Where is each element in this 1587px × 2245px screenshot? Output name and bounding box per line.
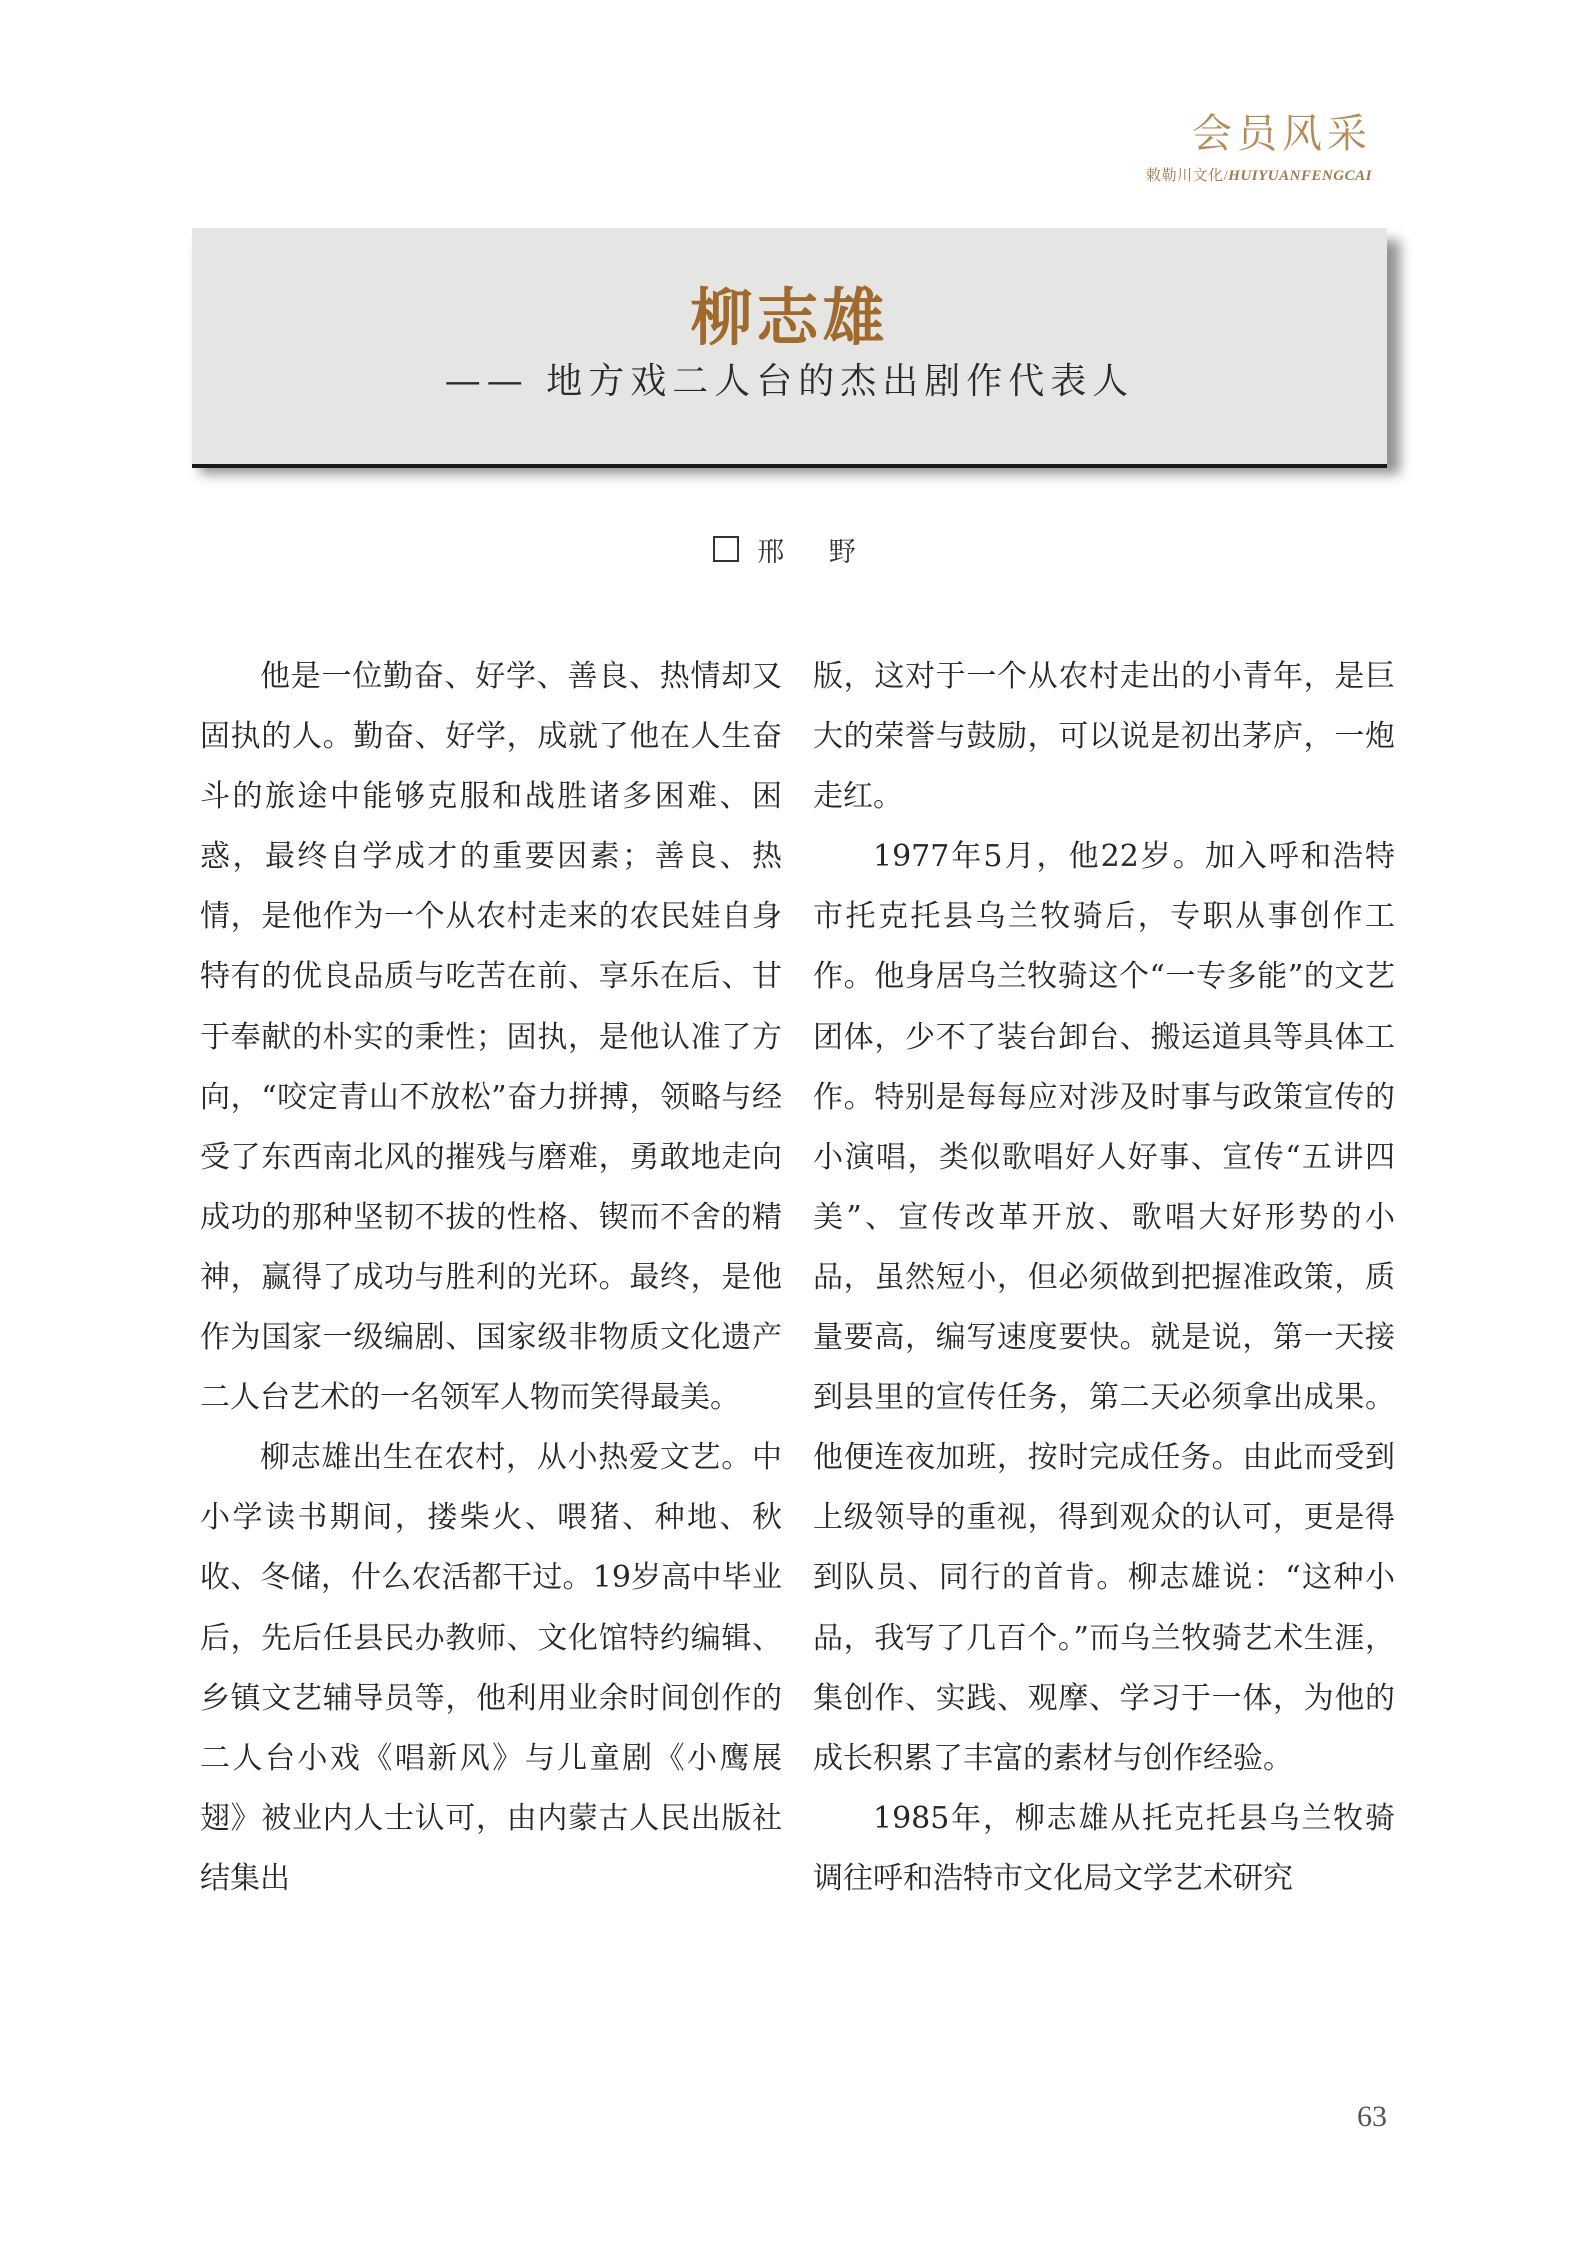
- section-title: 会员风采: [1192, 111, 1372, 157]
- paragraph: 柳志雄出生在农村，从小热爱文艺。中小学读书期间，搂柴火、喂猪、种地、秋收、冬储，什么农活都干过。19岁高中毕业后，先后任县民办教师、文化馆特约编辑、乡镇文艺辅导员等，他利用业余时间创作的二人台小戏《唱新风》与儿童剧《小鹰展翅》被业内人士认可，由内蒙古人民出版社结集出: [200, 1440, 782, 1896]
- author-name: 邢 野: [757, 537, 874, 568]
- byline: [0, 530, 1587, 569]
- article-title: 柳志雄: [690, 281, 889, 354]
- paragraph: 1985年，柳志雄从托克托县乌兰牧骑调往呼和浩特市文化局文学艺术研究: [813, 1800, 1395, 1896]
- section-name-en: HUIYUANFENGCAI: [1228, 168, 1372, 184]
- title-box: [192, 228, 1387, 468]
- section-header: [1146, 110, 1372, 185]
- article-column-right: [813, 647, 1395, 1909]
- byline-box-icon: [713, 536, 739, 562]
- paragraph: 1977年5月，他22岁。加入呼和浩特市托克托县乌兰牧骑后，专职从事创作工作。他身居乌兰牧骑这个“一专多能”的文艺团体，少不了装台卸台、搬运道具等具体工作。特别是每每应对涉及时事与政策宣传的小演唱，类似歌唱好人好事、宣传“五讲四美”、宣传改革开放、歌唱大好形势的小品，虽然短小，但必须做到把握准政策，质量要高，编写速度要快。就是说，第一天接到县里的宣传任务，第二天必须拿出成果。他便连夜加班，按时完成任务。由此而受到上级领导的重视，得到观众的认可，更是得到队员、同行的首肯。柳志雄说：“这种小品，我写了几百个。”而乌兰牧骑艺术生涯，集创作、实践、观摩、学习于一体，为他的成长积累了丰富的素材与创作经验。: [813, 839, 1395, 1776]
- article-subtitle: —— 地方戏二人台的杰出剧作代表人: [444, 361, 1135, 402]
- paragraph: 他是一位勤奋、好学、善良、热情却又固执的人。勤奋、好学，成就了他在人生奋斗的旅途中能够克服和战胜诸多困难、困惑，最终自学成才的重要因素；善良、热情，是他作为一个从农村走来的农民娃自身特有的优良品质与吃苦在前、享乐在后、甘于奉献的朴实的秉性；固执，是他认准了方向，“咬定青山不放松”奋力拼搏，领略与经受了东西南北风的摧残与磨难，勇敢地走向成功的那种坚韧不拔的性格、锲而不舍的精神，赢得了成功与胜利的光环。最终，是他作为国家一级编剧、国家级非物质文化遗产二人台艺术的一名领军人物而笑得最美。: [200, 659, 782, 1416]
- page-number: 63: [1357, 2100, 1387, 2133]
- section-subtitle: [1146, 164, 1372, 185]
- article-column-left: [200, 647, 782, 1909]
- section-separator: /: [1223, 168, 1229, 184]
- publication-name: 敕勒川文化: [1146, 168, 1224, 184]
- paragraph-continuation: 版，这对于一个从农村走出的小青年，是巨大的荣誉与鼓励，可以说是初出茅庐，一炮走红。: [813, 659, 1395, 815]
